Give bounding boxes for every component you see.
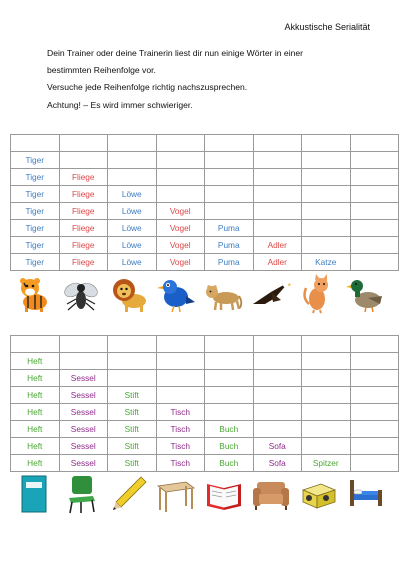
- fly-icon: [58, 272, 106, 316]
- empty-cell: [350, 254, 399, 271]
- word-cell: Stift: [108, 387, 157, 404]
- word-cell: Adler: [253, 237, 302, 254]
- word-cell: Sessel: [59, 370, 108, 387]
- empty-cell: [253, 353, 302, 370]
- word-cell: Löwe: [108, 203, 157, 220]
- empty-cell: [253, 370, 302, 387]
- chair-icon: [58, 474, 106, 514]
- empty-cell: [108, 169, 157, 186]
- empty-cell: [156, 353, 205, 370]
- cat-icon: [295, 272, 343, 316]
- eagle-icon: [248, 272, 296, 316]
- table-row: [11, 203, 399, 220]
- word-cell: Heft: [11, 353, 60, 370]
- word-cell: Puma: [205, 220, 254, 237]
- table-row: [11, 152, 399, 169]
- notebook-icon: [10, 474, 58, 514]
- empty-cell: [59, 135, 108, 152]
- word-cell: Fliege: [59, 186, 108, 203]
- word-cell: Stift: [108, 404, 157, 421]
- empty-cell: [302, 220, 351, 237]
- word-cell: Heft: [11, 370, 60, 387]
- empty-cell: [302, 169, 351, 186]
- word-cell: Tiger: [11, 254, 60, 271]
- word-cell: Fliege: [59, 254, 108, 271]
- word-cell: Sofa: [253, 438, 302, 455]
- empty-cell: [302, 152, 351, 169]
- empty-cell: [205, 370, 254, 387]
- empty-cell: [205, 387, 254, 404]
- empty-cell: [350, 237, 399, 254]
- page-title: Akkustische Serialität: [284, 22, 370, 32]
- instructions: [47, 45, 303, 114]
- sharpener-icon: [295, 474, 343, 514]
- word-cell: Fliege: [59, 203, 108, 220]
- empty-cell: [302, 237, 351, 254]
- table-row: [11, 169, 399, 186]
- word-cell: Tisch: [156, 438, 205, 455]
- instruction-line: Dein Trainer oder deine Trainerin liest dir nun einige Wörter in einer: [47, 48, 304, 58]
- empty-cell: [350, 169, 399, 186]
- table-row: [11, 336, 399, 353]
- empty-cell: [253, 404, 302, 421]
- word-cell: Tisch: [156, 404, 205, 421]
- word-cell: Tiger: [11, 203, 60, 220]
- bird-icon: [153, 272, 201, 316]
- table-row: [11, 421, 399, 438]
- empty-cell: [350, 135, 399, 152]
- empty-cell: [253, 203, 302, 220]
- empty-cell: [302, 353, 351, 370]
- empty-cell: [108, 336, 157, 353]
- word-cell: Adler: [253, 254, 302, 271]
- empty-cell: [253, 387, 302, 404]
- word-cell: Löwe: [108, 220, 157, 237]
- empty-cell: [302, 203, 351, 220]
- table-row: [11, 186, 399, 203]
- empty-cell: [205, 404, 254, 421]
- word-cell: Puma: [205, 254, 254, 271]
- table-icon: [153, 474, 201, 514]
- empty-cell: [253, 220, 302, 237]
- empty-cell: [253, 421, 302, 438]
- empty-cell: [205, 336, 254, 353]
- table-row: [11, 438, 399, 455]
- empty-cell: [156, 135, 205, 152]
- empty-cell: [350, 455, 399, 472]
- word-cell: Heft: [11, 387, 60, 404]
- empty-cell: [108, 370, 157, 387]
- word-cell: Löwe: [108, 186, 157, 203]
- empty-cell: [350, 186, 399, 203]
- word-cell: Sessel: [59, 404, 108, 421]
- object-sequence-table: [10, 335, 399, 472]
- empty-cell: [350, 220, 399, 237]
- word-cell: Buch: [205, 438, 254, 455]
- empty-cell: [253, 336, 302, 353]
- empty-cell: [108, 353, 157, 370]
- word-cell: Spitzer: [302, 455, 351, 472]
- empty-cell: [302, 186, 351, 203]
- empty-cell: [205, 135, 254, 152]
- empty-cell: [253, 152, 302, 169]
- word-cell: Sessel: [59, 387, 108, 404]
- pencil-icon: [105, 474, 153, 514]
- table-row: [11, 237, 399, 254]
- word-cell: Tiger: [11, 220, 60, 237]
- bed-icon: [343, 474, 391, 514]
- table-row: [11, 254, 399, 271]
- empty-cell: [302, 135, 351, 152]
- empty-cell: [302, 387, 351, 404]
- word-cell: Stift: [108, 438, 157, 455]
- instruction-line: Achtung! – Es wird immer schwieriger.: [47, 99, 193, 110]
- empty-cell: [350, 203, 399, 220]
- empty-cell: [108, 152, 157, 169]
- word-cell: Buch: [205, 455, 254, 472]
- empty-cell: [59, 152, 108, 169]
- instruction-line: bestimmten Reihenfolge vor.: [47, 65, 156, 76]
- empty-cell: [253, 186, 302, 203]
- word-cell: Tisch: [156, 421, 205, 438]
- duck-icon: [343, 272, 391, 316]
- empty-cell: [302, 421, 351, 438]
- word-cell: Tiger: [11, 152, 60, 169]
- empty-cell: [156, 169, 205, 186]
- table-row: [11, 387, 399, 404]
- empty-cell: [156, 387, 205, 404]
- word-cell: Vogel: [156, 203, 205, 220]
- word-cell: Tiger: [11, 237, 60, 254]
- word-cell: Katze: [302, 254, 351, 271]
- word-cell: Sessel: [59, 421, 108, 438]
- empty-cell: [350, 387, 399, 404]
- word-cell: Heft: [11, 455, 60, 472]
- book-icon: [200, 474, 248, 514]
- empty-cell: [205, 203, 254, 220]
- empty-cell: [205, 169, 254, 186]
- empty-cell: [205, 186, 254, 203]
- table-row: [11, 455, 399, 472]
- empty-cell: [350, 438, 399, 455]
- empty-cell: [350, 370, 399, 387]
- table-row: [11, 220, 399, 237]
- empty-cell: [156, 186, 205, 203]
- puma-icon: [200, 272, 248, 316]
- empty-cell: [205, 152, 254, 169]
- empty-cell: [350, 404, 399, 421]
- word-cell: Stift: [108, 455, 157, 472]
- word-cell: Löwe: [108, 237, 157, 254]
- table-row: [11, 353, 399, 370]
- empty-cell: [205, 353, 254, 370]
- empty-cell: [350, 152, 399, 169]
- animal-pictures-row: [10, 272, 390, 316]
- word-cell: Vogel: [156, 254, 205, 271]
- word-cell: Sofa: [253, 455, 302, 472]
- word-cell: Fliege: [59, 169, 108, 186]
- empty-cell: [350, 421, 399, 438]
- word-cell: Sessel: [59, 438, 108, 455]
- empty-cell: [156, 152, 205, 169]
- table-row: [11, 404, 399, 421]
- word-cell: Tiger: [11, 169, 60, 186]
- empty-cell: [11, 135, 60, 152]
- word-cell: Heft: [11, 421, 60, 438]
- word-cell: Heft: [11, 438, 60, 455]
- word-cell: Tiger: [11, 186, 60, 203]
- word-cell: Buch: [205, 421, 254, 438]
- empty-cell: [108, 135, 157, 152]
- word-cell: Vogel: [156, 220, 205, 237]
- word-cell: Fliege: [59, 220, 108, 237]
- empty-cell: [350, 336, 399, 353]
- empty-cell: [253, 135, 302, 152]
- empty-cell: [350, 353, 399, 370]
- empty-cell: [302, 404, 351, 421]
- empty-cell: [11, 336, 60, 353]
- empty-cell: [302, 370, 351, 387]
- lion-icon: [105, 272, 153, 316]
- word-cell: Tisch: [156, 455, 205, 472]
- instruction-line: Versuche jede Reihenfolge richtig nachszusprechen.: [47, 82, 248, 93]
- word-cell: Stift: [108, 421, 157, 438]
- animal-sequence-table: [10, 134, 399, 271]
- empty-cell: [156, 370, 205, 387]
- empty-cell: [59, 353, 108, 370]
- empty-cell: [156, 336, 205, 353]
- word-cell: Sessel: [59, 455, 108, 472]
- empty-cell: [59, 336, 108, 353]
- word-cell: Fliege: [59, 237, 108, 254]
- sofa-icon: [248, 474, 296, 514]
- table-row: [11, 135, 399, 152]
- word-cell: Löwe: [108, 254, 157, 271]
- word-cell: Vogel: [156, 237, 205, 254]
- empty-cell: [253, 169, 302, 186]
- object-pictures-row: [10, 474, 390, 514]
- empty-cell: [302, 336, 351, 353]
- tiger-icon: [10, 272, 58, 316]
- empty-cell: [302, 438, 351, 455]
- word-cell: Heft: [11, 404, 60, 421]
- word-cell: Puma: [205, 237, 254, 254]
- table-row: [11, 370, 399, 387]
